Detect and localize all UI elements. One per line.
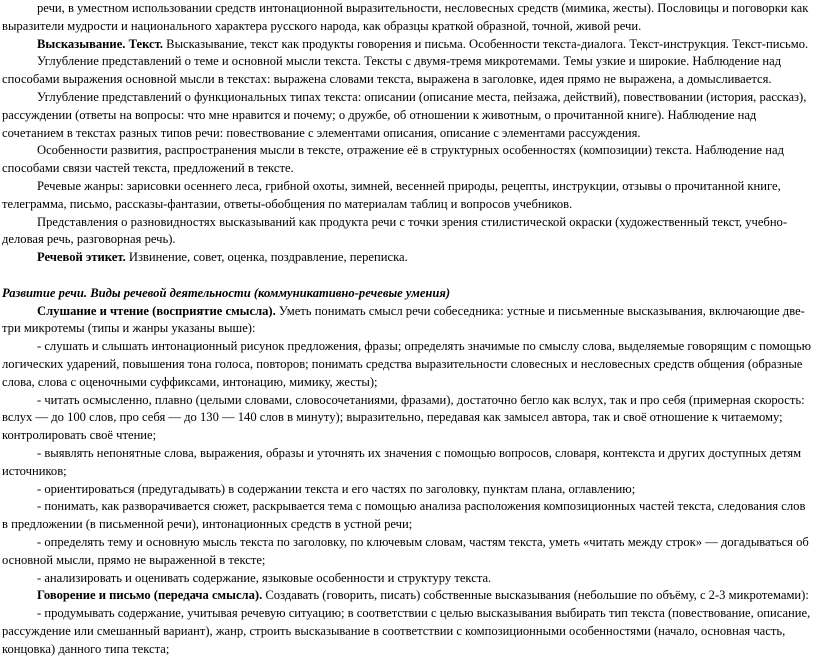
- paragraph: [2, 338, 812, 391]
- paragraph-bold-lead: Слушание и чтение (восприятие смысла).: [37, 303, 276, 318]
- paragraph: [2, 214, 812, 250]
- paragraph: [2, 605, 812, 658]
- paragraph: [2, 53, 812, 89]
- paragraph-group-2: [2, 303, 812, 658]
- paragraph: [2, 142, 812, 178]
- paragraph: [2, 445, 812, 481]
- paragraph: [2, 0, 812, 36]
- paragraph-text: Представления о разновидностях высказываний как продукта речи с точки зрения стилистической окраски (художественный текст, учебно-деловая речь, разговорная речь).: [2, 214, 788, 247]
- paragraph: [2, 587, 812, 605]
- paragraph: [2, 249, 812, 267]
- paragraph-text: Углубление представлений о теме и основной мысли текста. Тексты с двумя-тремя микротемами. Темы узкие и широкие. Наблюдение над способами выражения основной мысли в текстах: выражена словами текста, выражена в заголовке, идея прямо не выражена, а домысливается.: [2, 54, 782, 87]
- paragraph: [2, 89, 812, 142]
- paragraph: [2, 392, 812, 445]
- paragraph-text: - продумывать содержание, учитывая речевую ситуацию; в соответствии с целью высказывания выбирать тип текста (повествование, описание, рассуждение или смешанный вариант), жанр, строить высказывание в соответствии с композиционными особенностями (начало, основная часть, концовка) данного типа текста;: [2, 606, 811, 656]
- paragraph-text: - понимать, как разворачивается сюжет, раскрывается тема с помощью анализа расположения композиционных частей текста, следования слов в предложении (в письменной речи), интонационных средств в устной речи;: [2, 499, 806, 532]
- paragraph-text: Создавать (говорить, писать) собственные высказывания (небольшие по объёму, с 2-3 микротемами):: [262, 588, 809, 603]
- paragraph: [2, 570, 812, 588]
- paragraph: [2, 178, 812, 214]
- paragraph: [2, 36, 812, 54]
- paragraph-bold-lead: Говорение и письмо (передача смысла).: [37, 588, 263, 603]
- paragraph-text: Особенности развития, распространения мысли в тексте, отражение её в структурных особенностях (композиции) текста. Наблюдение над способами связи частей текста, предложений в тексте.: [2, 143, 784, 176]
- paragraph-bold-lead: Высказывание. Текст.: [37, 36, 164, 51]
- paragraph-text: Углубление представлений о функциональных типах текста: описании (описание места, пейзажа, действий), повествовании (история, рассказ), рассуждении (ответы на вопросы: что мне нравится и почему; о дружбе, об отношении к животным, о прочитанной книге). Наблюдение над сочетанием в текстах разных типов речи: повествование с элементами описания, описание с элементами рассуждения.: [2, 89, 807, 140]
- paragraph-text: - определять тему и основную мысль текста по заголовку, по ключевым словам, частям текста, уметь «читать между строк» — догадываться об основной мысли, прямо не выраженной в тексте;: [2, 534, 809, 567]
- paragraph-text: - читать осмысленно, плавно (целыми словами, словосочетаниями, фразами), достаточно бегло как вслух, так и про себя (примерная скорость: вслух — до 100 слов, про себя — до 130 — 140 слов в минуту); выразительно, передавая как замысел автора, так и своё отношение к читаемому; контролировать своё чтение;: [2, 392, 805, 443]
- paragraph-text: - выявлять непонятные слова, выражения, образы и уточнять их значения с помощью вопросов, словаря, контекста и других доступных детям источников;: [2, 445, 802, 478]
- paragraph: [2, 303, 812, 339]
- section-heading: Развитие речи. Виды речевой деятельности (коммуникативно-речевые умения): [2, 285, 451, 300]
- paragraph-text: Уметь понимать смысл речи собеседника: устные и письменные высказывания, включающие две-три микротемы (типы и жанры указаны выше):: [2, 303, 805, 336]
- paragraph-text: Извинение, совет, оценка, поздравление, переписка.: [125, 250, 408, 265]
- paragraph-text: - ориентироваться (предугадывать) в содержании текста и его частях по заголовку, пунктам плана, оглавлению;: [37, 481, 636, 496]
- paragraph-text: - слушать и слышать интонационный рисунок предложения, фразы; определять значимые по смыслу слова, выделяемые говорящим с помощью логических ударений, повышения тона голоса, повторов; понимать средства выразительности словесных и несловесных средств общения (образные слова, слова с оценочными суффиксами, интонацию, мимику, жесты);: [2, 339, 811, 389]
- paragraph: [2, 498, 812, 534]
- paragraph-text: Высказывание, текст как продукты говорения и письма. Особенности текста-диалога. Текст-инструкция. Текст-письмо.: [163, 36, 809, 51]
- paragraph: [2, 481, 812, 499]
- paragraph-text: речи, в уместном использовании средств интонационной выразительности, несловесных средств (мимика, жесты). Пословицы и поговорки как выразители мудрости и национального характера русского народа, как образцы краткой образной, точной, живой речи.: [2, 1, 809, 33]
- paragraph: [2, 534, 812, 570]
- paragraph-bold-lead: Речевой этикет.: [37, 250, 126, 265]
- paragraph-text: - анализировать и оценивать содержание, языковые особенности и структуру текста.: [37, 570, 492, 585]
- paragraph-text: Речевые жанры: зарисовки осеннего леса, грибной охоты, зимней, весенней природы, рецепты, инструкции, отзывы о прочитанной книге, телеграмма, письмо, рассказы-фантазии, ответы-обобщения по материалам таблиц и вопросов учебников.: [2, 178, 781, 211]
- paragraph-group-1: [2, 0, 812, 267]
